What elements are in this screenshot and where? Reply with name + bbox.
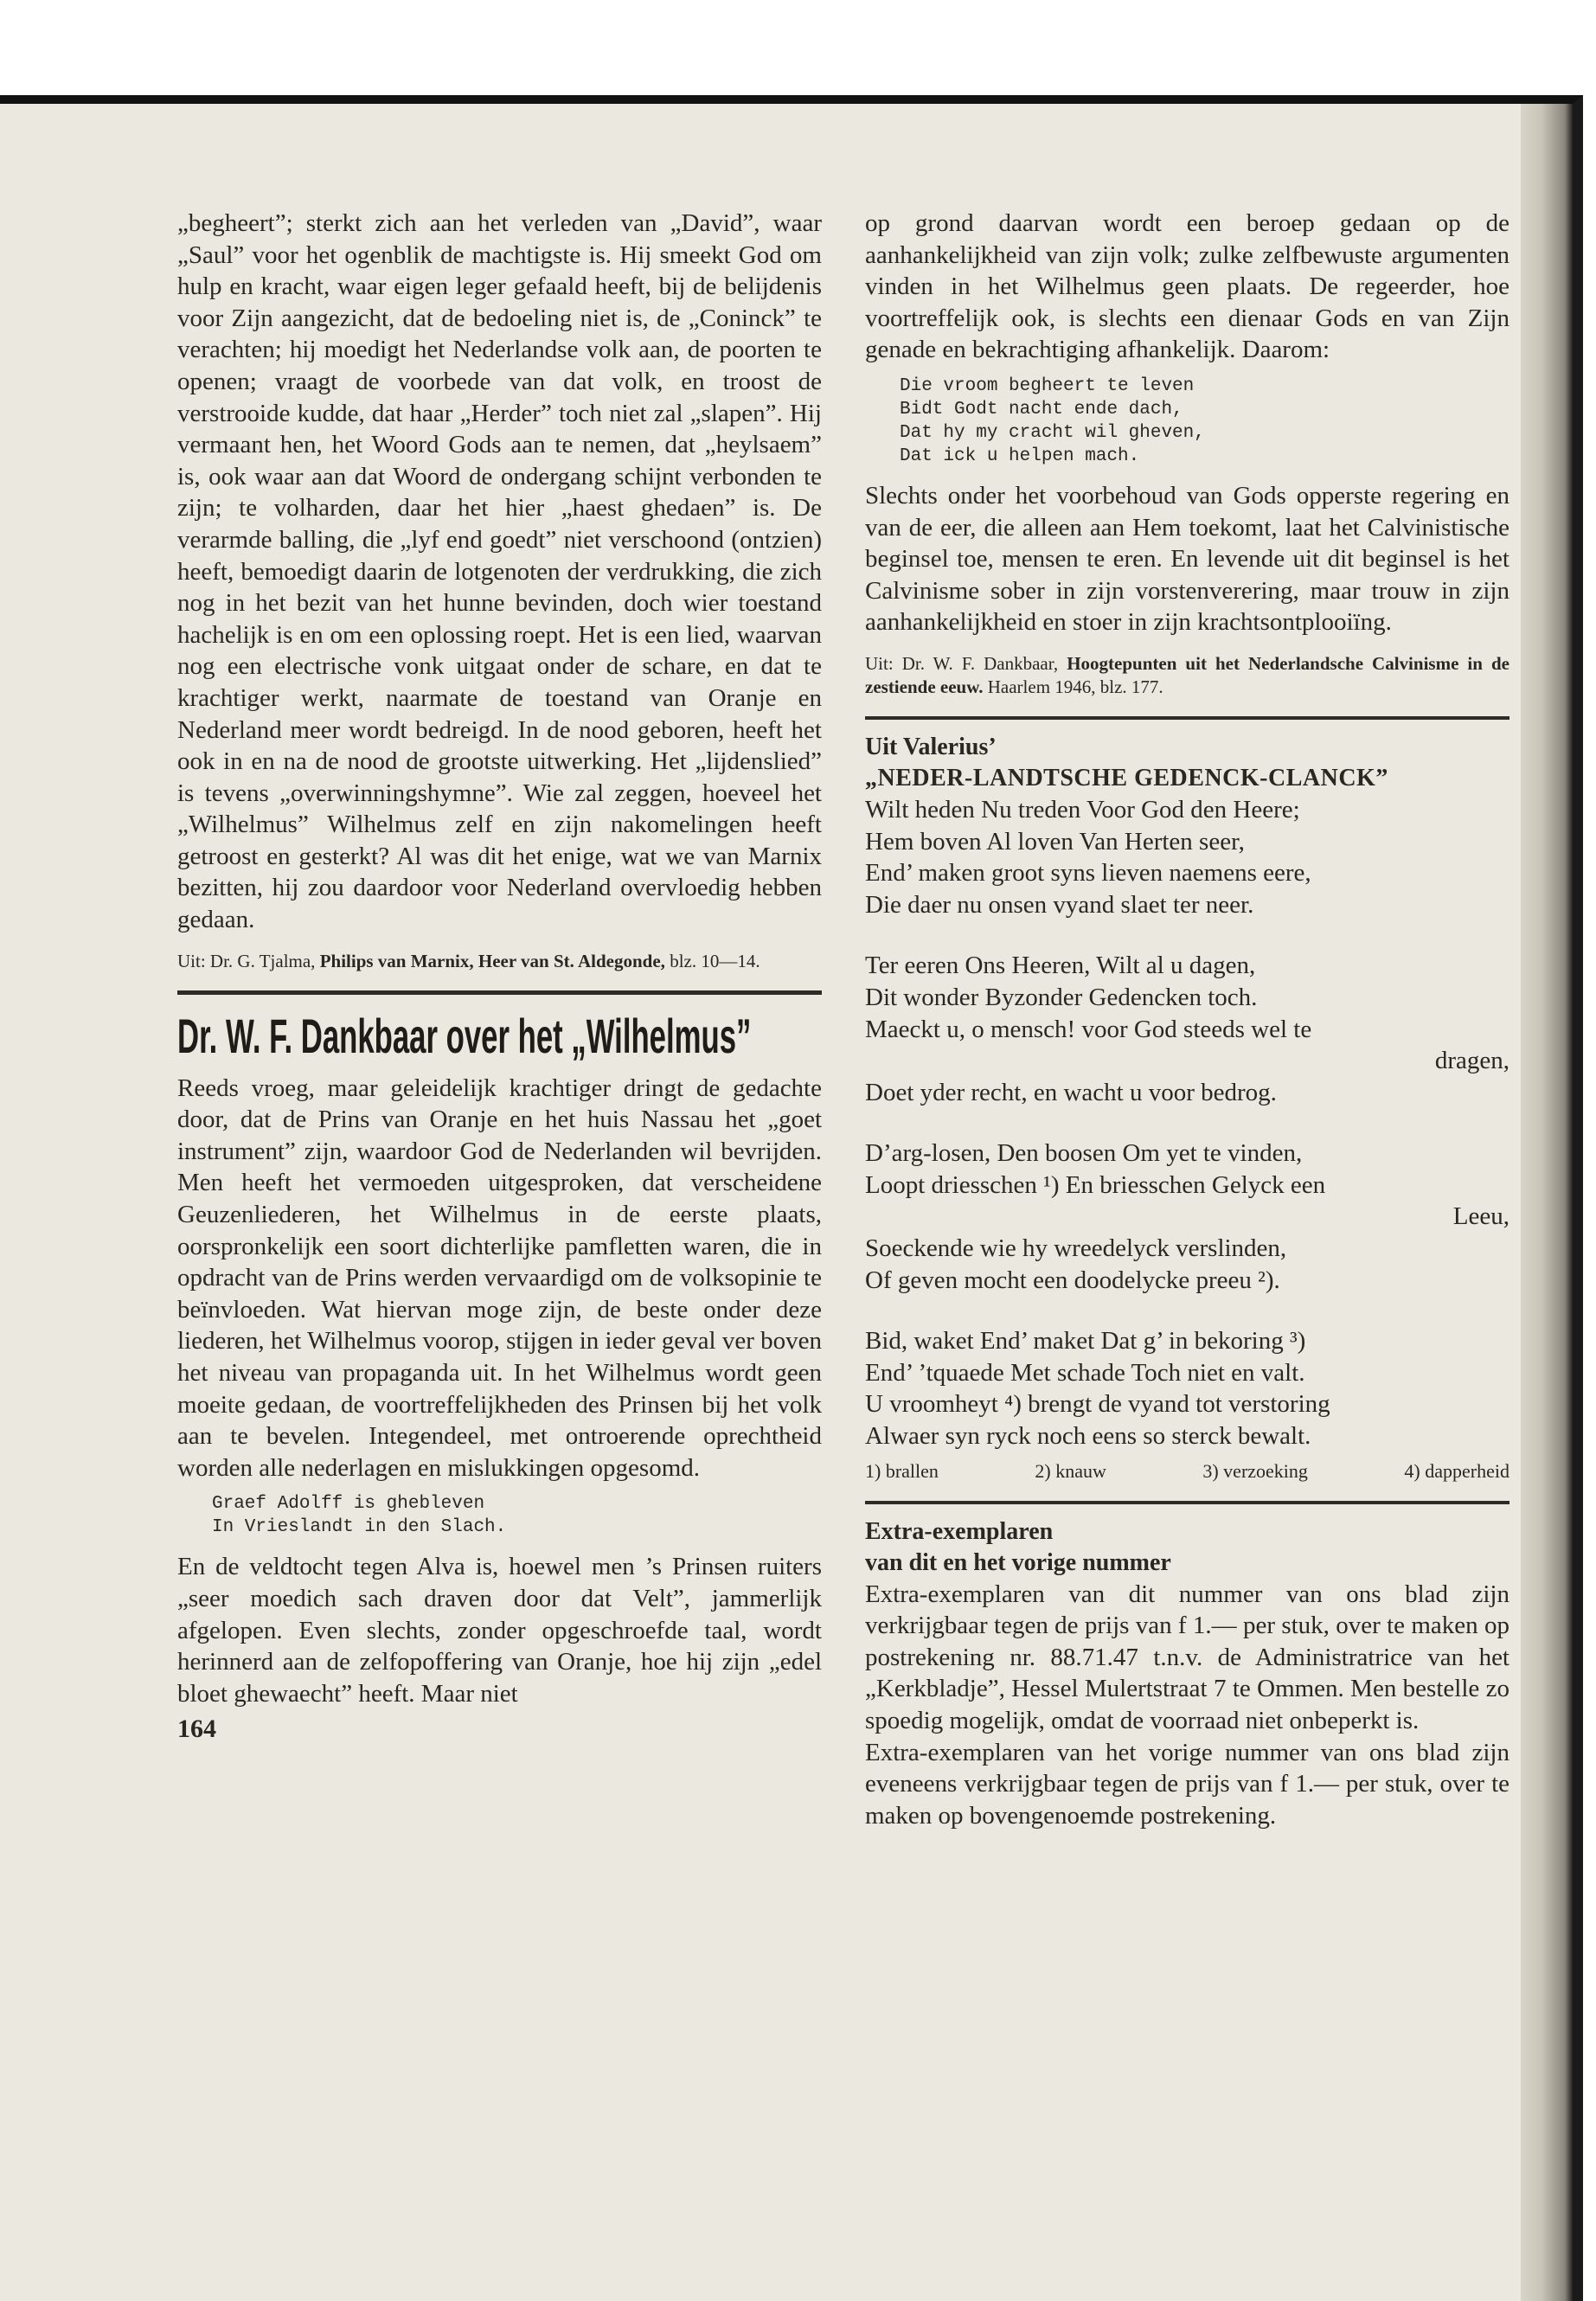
poem-line: End’ maken groot syns lieven naemens eere,: [865, 859, 1311, 888]
verse-quote-left: [212, 1492, 822, 1539]
verse-line: Dat hy my cracht wil gheven,: [900, 422, 1205, 443]
right-paragraph-2: Slechts onder het voorbehoud van Gods opperste regering en van de eer, die alleen aan Hem toekomt, laat het Calvinistische beginsel toe, mensen te eren. En levende uit dit beginsel is het Calvinisme sober in zijn vorstenverering, maar trouw in zijn aanhankelijkheid en stoer in zijn krachtsontplooiïng.: [865, 481, 1509, 637]
footnote: 2) knauw: [1035, 1459, 1106, 1482]
footnote: 1) brallen: [865, 1459, 939, 1482]
poem-line: Alwaer syn ryck noch eens so sterck bewalt.: [865, 1422, 1311, 1451]
source-tjalma: [177, 950, 822, 973]
verse-line: Dat ick u helpen mach.: [900, 445, 1140, 466]
poem-line: Of geven mocht een doodelycke preeu ²).: [865, 1266, 1280, 1294]
source-dankbaar-title: Hoogtepunten uit het Nederlandsche Calvinisme in de zestiende eeuw.: [865, 652, 1509, 697]
section-subtitle-extra-exemplaren: van dit en het vorige nummer: [865, 1548, 1171, 1576]
verse-line: Graef Adolff is ghebleven: [212, 1494, 485, 1515]
poem-line: Maeckt u, o mensch! voor God steeds wel te: [865, 1015, 1312, 1043]
poem-line: U vroomheyt ⁴) brengt de vyand tot verstoring: [865, 1390, 1330, 1419]
section-subtitle-gedenck-clanck: „NEDER-LANDTSCHE GEDENCK-CLANCK”: [865, 764, 1388, 792]
divider-rule: [177, 990, 822, 995]
verse-quote-right: [900, 375, 1509, 468]
poem-line: Ter eeren Ons Heeren, Wilt al u dagen,: [865, 952, 1256, 980]
footnote: 4) dapperheid: [1404, 1459, 1509, 1482]
poem-stanza-2: [865, 950, 1509, 1108]
source-dankbaar: [865, 652, 1509, 699]
right-column: [865, 208, 1509, 1831]
poem-line: Wilt heden Nu treden Voor God den Heere;: [865, 795, 1300, 824]
scanned-page: [0, 95, 1583, 2301]
page-binding: [1521, 104, 1573, 2301]
poem-line: Loopt driesschen ¹) En briesschen Gelyck een: [865, 1170, 1326, 1199]
source-dankbaar-prefix: Uit: Dr. W. F. Dankbaar,: [865, 652, 1067, 674]
verse-line: Die vroom begheert te leven: [900, 375, 1195, 396]
poem-line-wrap: Leeu,: [1452, 1202, 1509, 1231]
source-tjalma-title: Philips van Marnix, Heer van St. Aldegonde,: [319, 950, 665, 971]
left-paragraph-3: En de veldtocht tegen Alva is, hoewel men ’s Prinsen ruiters „seer moedich sach draven door dat Velt”, jammerlijk afgelopen. Even slechts, zonder opgeschroefde taal, wordt herinnerd aan de zelfopoffering van Oranje, hoe hij zijn „edel bloet ghewaecht” heeft. Maar niet: [177, 1553, 822, 1708]
poem-line: D’arg-losen, Den boosen Om yet te vinden,: [865, 1139, 1303, 1168]
poem-line: Die daer nu onsen vyand slaet ter neer.: [865, 890, 1254, 919]
poem-line: Dit wonder Byzonder Gedencken toch.: [865, 983, 1258, 1011]
poem-stanza-4: [865, 1325, 1509, 1452]
verse-line: In Vrieslandt in den Slach.: [212, 1517, 507, 1538]
article-heading: Dr. W. F. Dankbaar over het „Wilhelmus”: [177, 1008, 752, 1063]
poem-line: Hem boven Al loven Van Herten seer,: [865, 827, 1245, 856]
divider-rule: [865, 716, 1509, 720]
left-paragraph-2: Reeds vroeg, maar geleidelijk krachtiger dringt de gedachte door, dat de Prins van Oranje en het huis Nassau het „goet instrument” zijn, waardoor God de Nederlanden wil bevrijden. Men heeft het vermoeden uitgesproken, dat verscheidene Geuzenliederen, het Wilhelmus in de eerste plaats, oorspronkelijk een soort dichterlijke pamfletten waren, die in opdracht van de Prins werden vervaardigd om de volksopinie te beïnvloeden. Wat hiervan moge zijn, de beste onder deze liederen, het Wilhelmus voorop, stijgen in ieder geval ver boven het niveau van propaganda uit. In het Wilhelmus wordt geen moeite gedaan, de voortreffelijkheden des Prinsen bij het volk aan te bevelen. Integendeel, met ontroerende oprechtheid worden alle nederlagen en mislukkingen opgesomd.: [177, 1074, 822, 1482]
verse-line: Bidt Godt nacht ende dach,: [900, 399, 1183, 420]
poem-line: End’ ’tquaede Met schade Toch niet en valt.: [865, 1358, 1305, 1387]
poem-stanza-1: [865, 794, 1509, 920]
section-title-valerius: Uit Valerius’: [865, 733, 997, 760]
right-paragraph-4: Extra-exemplaren van het vorige nummer van ons blad zijn eveneens verkrijgbaar tegen de prijs van f 1.— per stuk, over te maken op bovengenoemde postrekening.: [865, 1738, 1509, 1830]
source-dankbaar-suffix: Haarlem 1946, blz. 177.: [983, 676, 1163, 697]
poem-line: Bid, waket End’ maket Dat g’ in bekoring ³): [865, 1327, 1306, 1356]
poem-line: Doet yder recht, en wacht u voor bedrog.: [865, 1078, 1277, 1106]
source-tjalma-prefix: Uit: Dr. G. Tjalma,: [177, 950, 320, 971]
divider-rule: [865, 1501, 1509, 1504]
left-column: [177, 208, 822, 1746]
page-number: 164: [177, 1715, 216, 1744]
poem-stanza-3: [865, 1138, 1509, 1296]
poem-line: Soeckende wie hy wreedelyck verslinden,: [865, 1234, 1287, 1263]
right-paragraph-3: Extra-exemplaren van dit nummer van ons blad zijn verkrijgbaar tegen de prijs van f 1.— per stuk, over te maken op postrekening nr. 88.71.47 t.n.v. de Administratrice van het „Kerkbladje”, Hessel Mulertstraat 7 te Ommen. Men bestelle zo spoedig mogelijk, omdat de voorraad niet onbeperkt is.: [865, 1580, 1509, 1734]
footnote: 3) verzoeking: [1202, 1459, 1308, 1482]
right-paragraph-1: op grond daarvan wordt een beroep gedaan op de aanhankelijkheid van zijn volk; zulke zelfbewuste argumenten vinden in het Wilhelmus geen plaats. De regeerder, hoe voortreffelijk ook, is slechts een dienaar Gods en van Zijn genade en bekrachtiging afhankelijk. Daarom:: [865, 209, 1509, 364]
source-tjalma-suffix: blz. 10—14.: [664, 950, 760, 971]
section-title-extra-exemplaren: Extra-exemplaren: [865, 1517, 1054, 1545]
footnotes: [865, 1459, 1509, 1484]
left-paragraph-1: „begheert”; sterkt zich aan het verleden van „David”, waar „Saul” voor het ogenblik de machtigste is. Hij smeekt God om hulp en kracht, waar eigen leger gefaald heeft, bij de belijdenis voor Zijn aangezicht, dat de bedoeling niet is, de „Coninck” te verachten; hij moedigt het Nederlandse volk aan, de poorten te openen; vraagt de voorbede van dat volk, en troost de verstrooide kudde, dat haar „Herder” toch niet zal „slapen”. Hij vermaant hen, het Woord Gods aan te nemen, dat „heylsaem” is, ook waar aan dat Woord de ondergang schijnt verbonden te zijn; te volharden, daar het hier „haest ghedaen” is. De verarmde balling, die „lyf end goedt” niet verschoond (ontzien) heeft, bemoedigt daarin de lotgenoten der verdrukking, die zich nog in het bezit van het hunne bevinden, doch wier toestand hachelijk is en om een oplossing roept. Het is een lied, waarvan nog een electrische vonk uitgaat onder de schare, en dat te krachtiger werkt, naarmate de toestand van Oranje en Nederland meer wordt bedreigd. In de nood geboren, heeft het ook in en na de nood de grootste uitwerking. Het „lijdenslied” is tevens „overwinningshymne”. Wie zal zeggen, hoeveel het „Wilhelmus” Wilhelmus zelf en zijn nakomelingen heeft getroost en gesterkt? Al was dit het enige, wat we van Marnix bezitten, hij zou daardoor voor Nederland overvloedig hebben gedaan.: [177, 209, 822, 934]
poem-line-wrap: dragen,: [1434, 1047, 1509, 1075]
